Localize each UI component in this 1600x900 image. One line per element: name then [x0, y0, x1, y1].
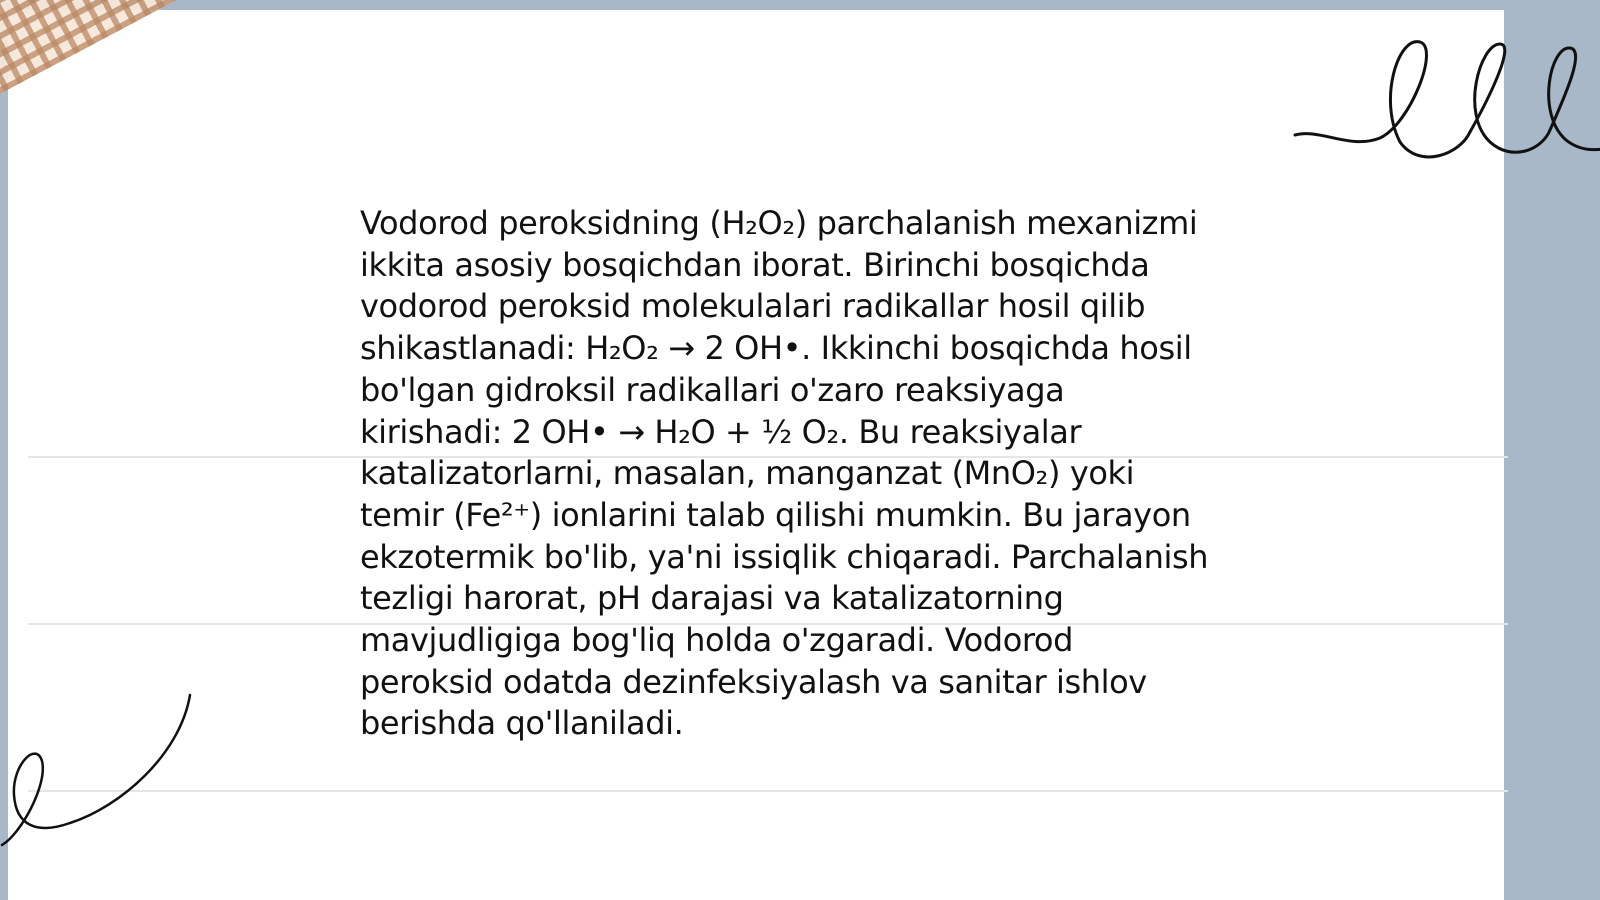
loop-scribble-decoration — [1290, 30, 1600, 170]
paper-rule-line — [28, 790, 1508, 792]
check-scribble-decoration — [0, 695, 210, 855]
main-paragraph: Vodorod peroksidning (H₂O₂) parchalanish mexanizmi ikkita asosiy bosqichdan iborat. Birinchi bosqichda vodorod peroksid molekulalari radikallar hosil qilib shikastlanadi: H₂O₂ → 2 OH•. Ikkinchi bosqichda hosil bo'lgan gidroksil radikallari o'zaro reaksiyaga kirishadi: 2 OH• → H₂O + ½ O₂. Bu reaksiyalar katalizatorlarni, masalan, manganzat (MnO₂) yoki temir (Fe²⁺) ionlarini talab qilishi mumkin. Bu jarayon ekzotermik bo'lib, ya'ni issiqlik chiqaradi. Parchalanish tezligi harorat, pH darajasi va katalizatorning mavjudligiga bog'liq holda o'zgaradi. Vodorod peroksid odatda dezinfeksiyalash va sanitar ishlov berishda qo'llaniladi. — [360, 204, 1209, 743]
